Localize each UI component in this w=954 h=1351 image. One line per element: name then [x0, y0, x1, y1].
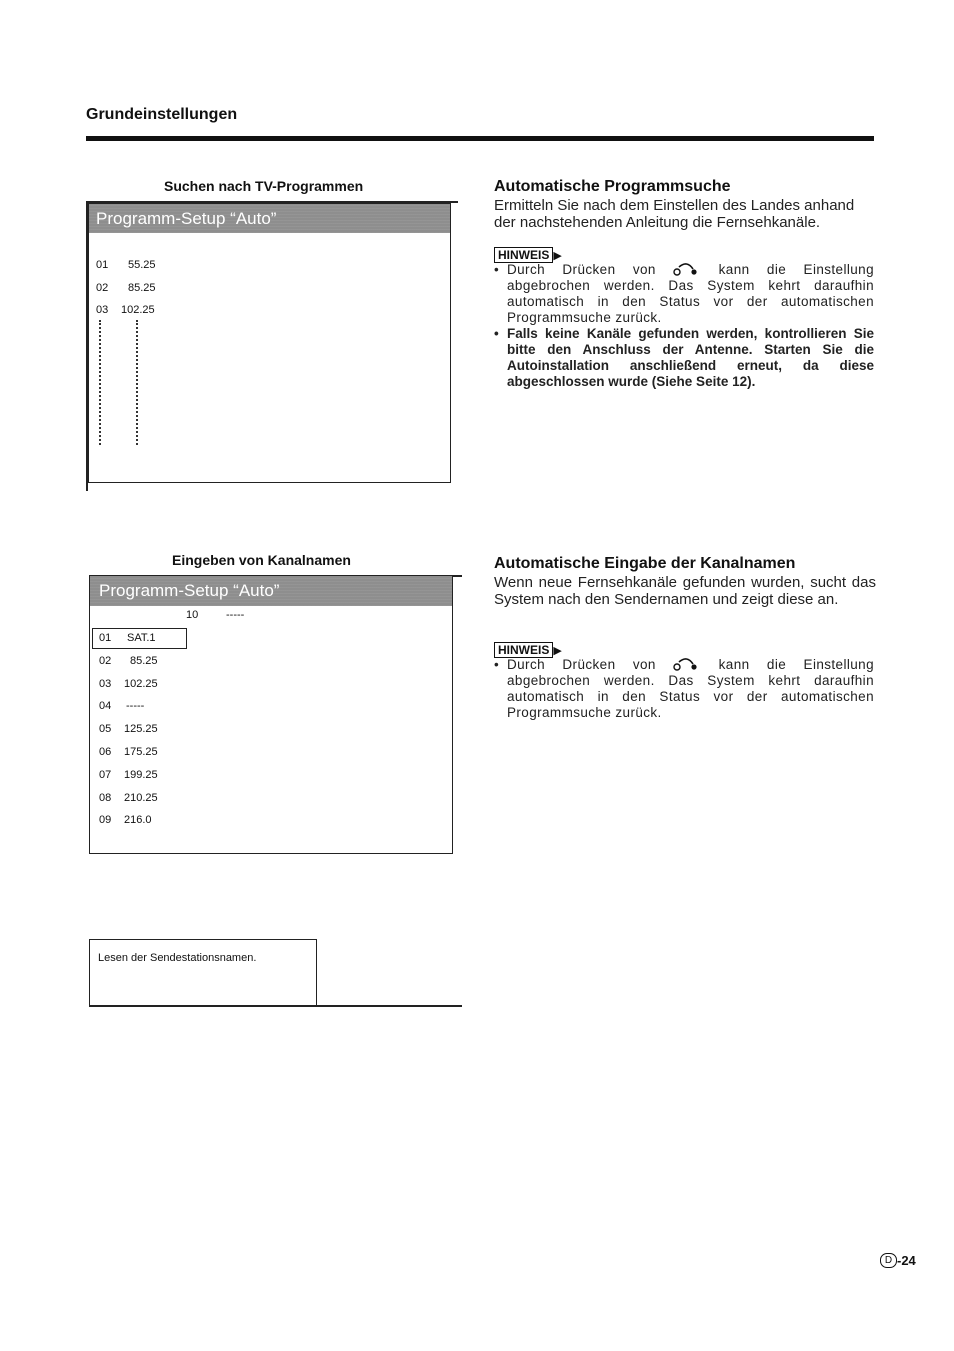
channel-number: 03	[96, 304, 109, 316]
hinweis-label: HINWEIS	[494, 247, 553, 263]
figure2-top-row-num: 10	[186, 609, 199, 621]
channel-number: 03	[99, 677, 112, 690]
language-badge: D	[880, 1253, 897, 1268]
auto-names-bullet1: • Durch Drücken von kann die Einstellung abgebrochen werden. Das System kehrt daraufhin automatisch in den Status vor der automatischen Programmsuche zurück.	[494, 657, 874, 720]
figure2-top-row-value: -----	[226, 609, 245, 621]
auto-search-intro: Ermitteln Sie nach dem Einstellen des Landes anhand der nachstehenden Anleitung die Fernsehkanäle.	[494, 197, 855, 231]
figure2-bottom-line	[89, 1005, 462, 1007]
auto-names-intro: Wenn neue Fernsehkanäle gefunden wurden, sucht das System nach den Sendernamen und zeigt diese an.	[494, 574, 876, 608]
auto-search-heading: Automatische Programmsuche	[494, 178, 731, 195]
auto-names-heading: Automatische Eingabe der Kanalnamen	[494, 555, 796, 572]
figure2-caption: Eingeben von Kanalnamen	[172, 552, 351, 568]
channel-number: 01	[99, 632, 112, 644]
auto-search-bullet1: • Durch Drücken von kann die Einstellung abgebrochen werden. Das System kehrt daraufhin automatisch in den Status vor der automatischen Programmsuche zurück.	[494, 262, 874, 325]
figure2-status-box	[89, 939, 317, 1006]
figure1-menu-header: Programm-Setup “Auto”	[89, 204, 450, 233]
channel-frequency: -----	[126, 700, 145, 713]
hinweis-label: HINWEIS	[494, 642, 553, 658]
figure2-status-text: Lesen der Sendestationsnamen.	[98, 952, 257, 964]
auto-search-bullet2: • Falls keine Kanäle gefunden werden, kontrollieren Sie bitte den Anschluss der Antenne. Starten Sie die Autoinstallation anschließend erneut, da diese abgeschlossen wurde (Siehe Seite 12).	[494, 326, 874, 389]
channel-frequency: 210.25	[124, 791, 158, 804]
channel-frequency: 199.25	[124, 768, 158, 781]
channel-frequency: 216.0	[124, 814, 152, 827]
channel-frequency: 102.25	[121, 304, 155, 316]
figure1-caption: Suchen nach TV-Programmen	[164, 178, 364, 194]
channel-frequency: 175.25	[124, 746, 158, 758]
return-button-icon	[673, 262, 701, 276]
figure2-menu-screen	[89, 575, 453, 854]
channel-frequency: SAT.1	[127, 632, 156, 644]
channel-number: 02	[99, 654, 112, 667]
channel-number: 06	[99, 746, 112, 758]
page-number-text: -24	[897, 1253, 916, 1268]
channel-number: 04	[99, 700, 112, 713]
page-number	[880, 1253, 916, 1268]
channel-frequency: 102.25	[124, 677, 158, 690]
arrow-right-icon: ▶	[553, 250, 562, 262]
channel-number: 09	[99, 814, 112, 827]
channel-frequency: 85.25	[128, 281, 156, 294]
channel-number: 05	[99, 723, 112, 736]
channel-number: 02	[96, 281, 109, 294]
figure2-menu-header: Programm-Setup “Auto”	[90, 576, 452, 606]
channel-number: 08	[99, 791, 112, 804]
channel-number: 01	[96, 259, 109, 271]
figure1-continuation-dots-left	[99, 320, 103, 445]
channel-frequency: 55.25	[128, 259, 156, 271]
figure1-menu-screen	[88, 203, 451, 483]
arrow-right-icon: ▶	[553, 645, 562, 657]
section-divider	[86, 136, 874, 141]
channel-frequency: 85.25	[130, 654, 158, 667]
figure1-continuation-dots-right	[136, 320, 140, 445]
channel-frequency: 125.25	[124, 723, 158, 736]
return-button-icon	[673, 657, 701, 671]
section-title: Grundeinstellungen	[86, 106, 238, 123]
channel-number: 07	[99, 768, 112, 781]
